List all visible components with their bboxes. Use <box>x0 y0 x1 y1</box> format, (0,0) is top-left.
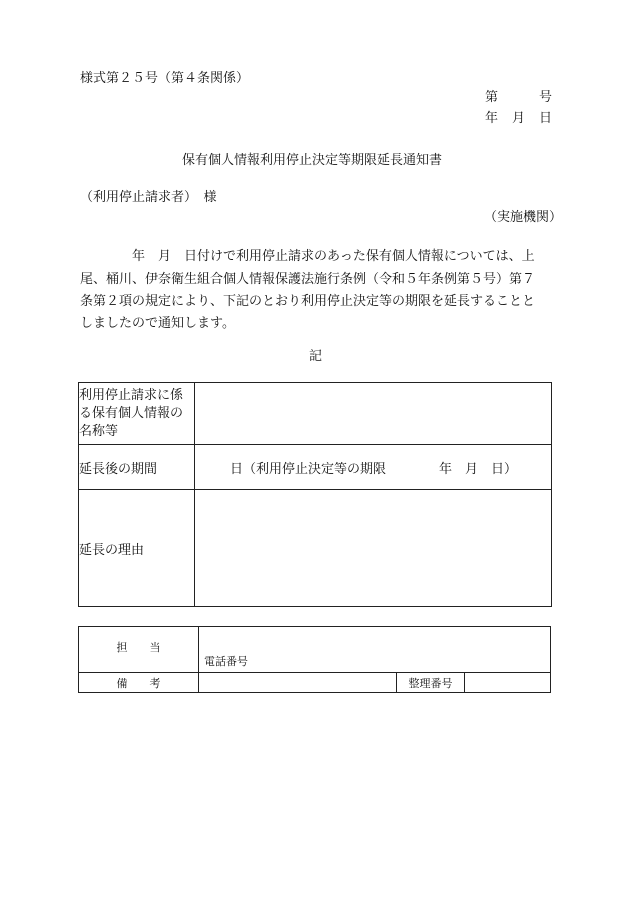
seiri-label: 整理番号 <box>397 673 465 693</box>
recipient: （利用停止請求者） 様 <box>80 190 217 205</box>
contact-table <box>78 626 551 693</box>
body-line-3: 条第２項の規定により、下記のとおり利用停止決定等の期限を延長することと <box>80 294 536 309</box>
row-target-info-label-line-2: る保有個人情報の <box>79 406 184 421</box>
row-target-info-label-line-3: 名称等 <box>79 424 119 439</box>
biko-value[interactable] <box>199 673 397 693</box>
row-target-info-label-cell <box>79 383 195 445</box>
tanto-value-cell[interactable] <box>199 627 551 673</box>
biko-label: 備 考 <box>79 673 199 693</box>
details-table <box>78 382 552 607</box>
row-extended-period-label: 延長後の期間 <box>79 445 195 490</box>
document-title: 保有個人情報利用停止決定等期限延長通知書 <box>182 153 443 168</box>
row-extended-period-value[interactable] <box>195 445 552 490</box>
phone-label: 電話番号 <box>204 655 248 668</box>
date-month: 月 <box>512 111 526 126</box>
row-target-info-label-line-1: 利用停止請求に係 <box>79 388 184 403</box>
date-day: 日 <box>539 111 553 126</box>
extended-period-deadline-date: 年 月 日） <box>439 462 518 477</box>
document-number-suffix: 号 <box>539 90 553 105</box>
row-reason-label: 延長の理由 <box>79 490 195 607</box>
extended-period-day-text: 日（利用停止決定等の期限 <box>230 461 387 477</box>
document-number-prefix: 第 <box>485 90 499 105</box>
tanto-label-cell <box>79 627 199 673</box>
row-target-info-value[interactable] <box>195 383 552 445</box>
body-line-1: 年 月 日付けで利用停止請求のあった保有個人情報については、上 <box>80 249 535 264</box>
body-line-2: 尾、桶川、伊奈衛生組合個人情報保護法施行条例（令和５年条例第５号）第７ <box>80 272 536 287</box>
body-line-4: しましたので通知します。 <box>80 316 235 331</box>
tanto-label: 担 当 <box>116 641 161 654</box>
date-year: 年 <box>485 111 499 126</box>
seiri-value[interactable] <box>465 673 551 693</box>
ki-heading: 記 <box>309 349 323 364</box>
form-number: 様式第２５号（第４条関係） <box>80 71 250 86</box>
issuer: （実施機関） <box>484 210 563 225</box>
row-reason-value[interactable] <box>195 490 552 607</box>
